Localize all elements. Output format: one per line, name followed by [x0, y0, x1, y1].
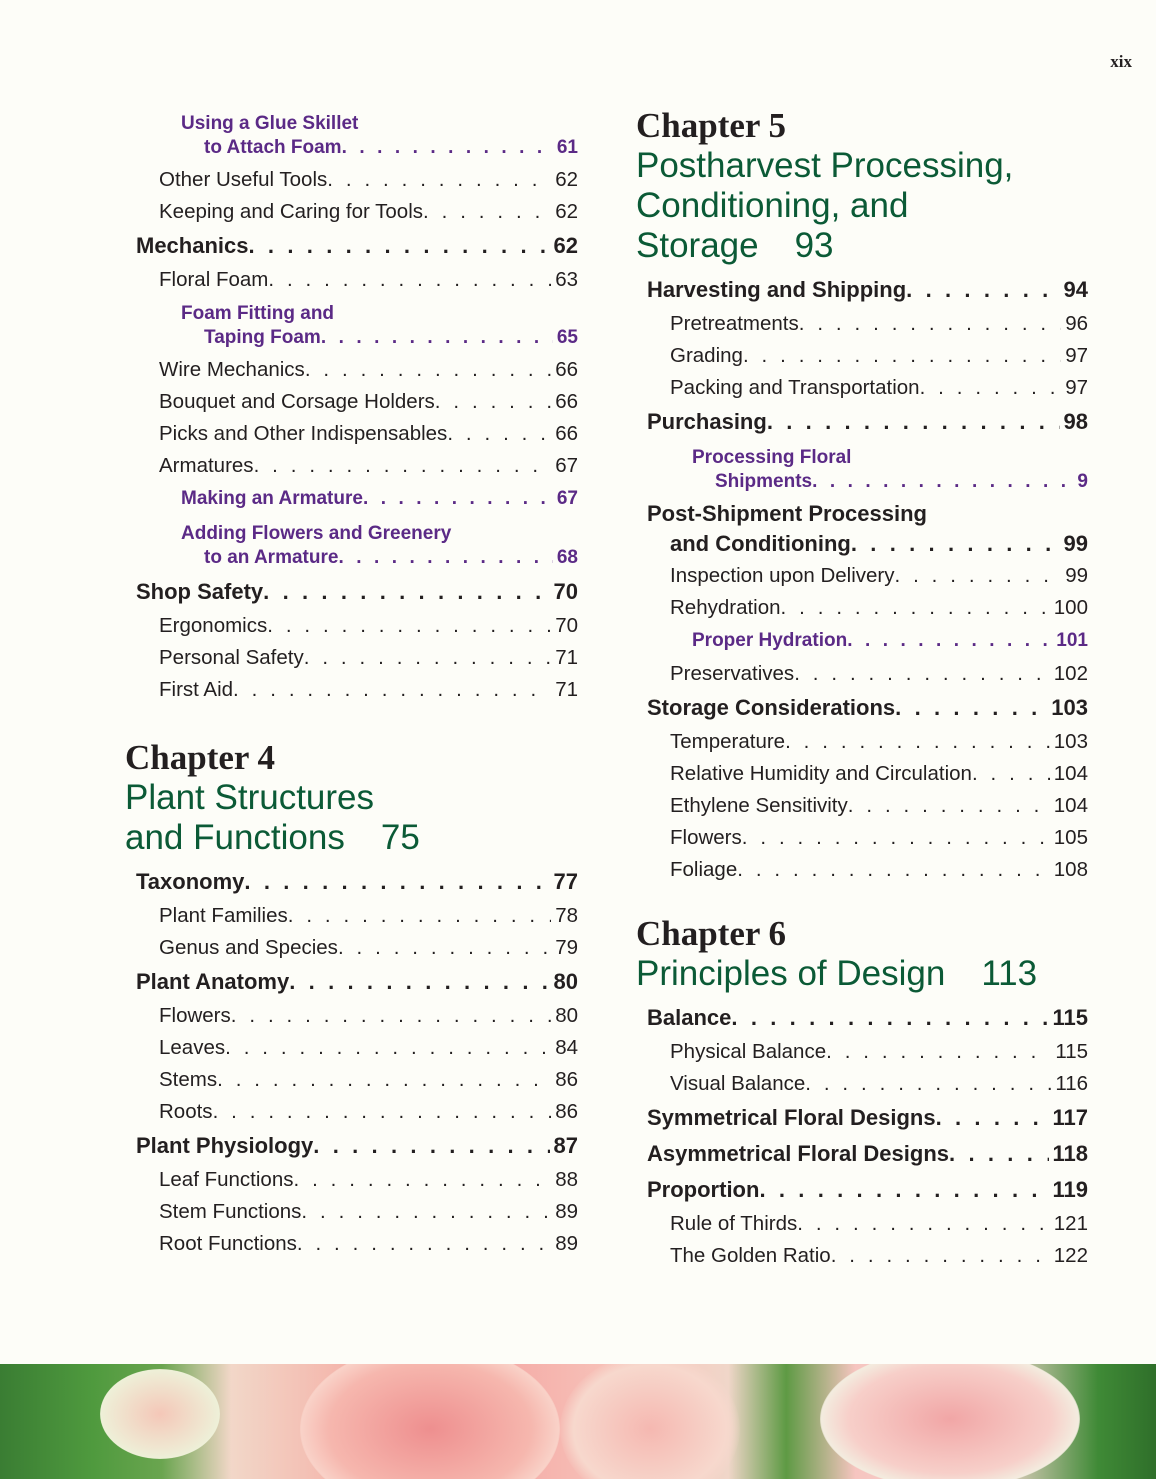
entry-page: 119 — [1052, 1177, 1088, 1202]
chapter-6-entries — [636, 1000, 1088, 1272]
entry-page: 71 — [555, 646, 578, 669]
chapter-4-entries — [125, 864, 578, 1260]
entry-label: and Conditioning — [670, 531, 851, 556]
entry-label: Leaf Functions — [159, 1168, 294, 1191]
entry-page: 116 — [1055, 1072, 1088, 1095]
entry-label: Visual Balance — [670, 1072, 806, 1095]
entry-page: 71 — [555, 678, 578, 701]
entry-page: 87 — [553, 1133, 578, 1158]
entry-label: Asymmetrical Floral Designs — [647, 1141, 950, 1166]
toc-subsection[interactable] — [125, 418, 578, 450]
entry-page: 89 — [555, 1200, 578, 1223]
entry-label: The Golden Ratio — [670, 1244, 831, 1267]
toc-section[interactable] — [636, 404, 1088, 440]
entry-label: Inspection upon Delivery — [670, 564, 895, 587]
dot-leader — [949, 1136, 1048, 1172]
toc-subsection[interactable] — [636, 1036, 1088, 1068]
toc-subsection[interactable] — [125, 610, 578, 642]
dot-leader — [906, 272, 1059, 308]
dot-leader — [895, 560, 1062, 592]
dot-leader — [797, 1208, 1050, 1240]
toc-entry-row[interactable] — [181, 136, 578, 160]
toc-entry-row[interactable] — [181, 546, 578, 570]
entry-label: Symmetrical Floral Designs — [647, 1105, 936, 1130]
entry-label: Rehydration — [670, 596, 781, 619]
dot-leader — [972, 758, 1050, 790]
entry-page: 9 — [1077, 471, 1088, 492]
page-number: xix — [1110, 52, 1132, 71]
toc-subsection[interactable] — [636, 372, 1088, 404]
toc-subsection[interactable] — [636, 658, 1088, 690]
dot-leader — [743, 340, 1061, 372]
toc-feature-entry[interactable] — [125, 516, 578, 574]
dot-leader — [289, 964, 549, 1000]
dot-leader — [313, 1128, 549, 1164]
entry-label: Stem Functions — [159, 1200, 302, 1223]
toc-subsection[interactable] — [125, 642, 578, 674]
chapter-5-entries — [636, 272, 1088, 886]
dot-leader — [848, 790, 1050, 822]
entry-label-line1: Using a Glue Skillet — [181, 113, 359, 134]
entry-label: Other Useful Tools — [159, 168, 328, 191]
toc-subsection[interactable] — [125, 674, 578, 706]
entry-page: 61 — [556, 137, 578, 158]
toc-subsection[interactable] — [125, 1164, 578, 1196]
entry-page: 77 — [553, 869, 578, 894]
dot-leader — [244, 864, 549, 900]
entry-label: Shop Safety — [136, 579, 264, 604]
dot-leader — [737, 854, 1050, 886]
entry-page: 115 — [1052, 1005, 1088, 1030]
toc-subsection[interactable] — [125, 1096, 578, 1128]
toc-subsection[interactable] — [125, 1000, 578, 1032]
dot-leader — [851, 528, 1060, 560]
chapter-title[interactable]: Plant Structures and Functions 75 — [125, 778, 420, 857]
entry-label: Plant Anatomy — [136, 969, 290, 994]
dot-leader — [342, 136, 553, 160]
toc-subsection[interactable] — [636, 1208, 1088, 1240]
entry-label: Genus and Species — [159, 936, 338, 959]
dot-leader — [288, 900, 551, 932]
entry-page: 100 — [1053, 596, 1088, 619]
dot-leader — [895, 690, 1047, 726]
entry-label: Proper Hydration — [692, 630, 848, 651]
entry-label: Bouquet and Corsage Holders — [159, 390, 435, 413]
toc-subsection[interactable] — [125, 450, 578, 482]
entry-page: 115 — [1055, 1040, 1088, 1063]
entry-page: 84 — [555, 1036, 578, 1059]
dot-leader — [321, 326, 553, 350]
entry-page: 117 — [1052, 1105, 1088, 1130]
entry-label: Plant Physiology — [136, 1133, 314, 1158]
toc-subsection[interactable] — [125, 1032, 578, 1064]
toc-subsection[interactable] — [636, 854, 1088, 886]
entry-label: Shipments — [715, 471, 813, 492]
toc-section[interactable] — [636, 1172, 1088, 1208]
dot-leader — [363, 482, 553, 516]
entry-page: 66 — [555, 358, 578, 381]
entry-page: 70 — [553, 579, 578, 604]
toc-left-column — [125, 106, 578, 1260]
toc-subsection[interactable] — [125, 264, 578, 296]
entry-label: Temperature — [670, 730, 786, 753]
dot-leader — [263, 574, 549, 610]
entry-label: Stems — [159, 1068, 218, 1091]
dot-leader — [847, 624, 1052, 658]
dot-leader — [767, 404, 1060, 440]
dot-leader — [327, 164, 551, 196]
chapter-page: 113 — [981, 954, 1038, 993]
dot-leader — [225, 1032, 551, 1064]
entry-page: 62 — [555, 200, 578, 223]
entry-page: 101 — [1056, 630, 1088, 651]
entry-page: 105 — [1053, 826, 1088, 849]
toc-subsection[interactable] — [636, 592, 1088, 624]
entry-label-line1: Post-Shipment Processing — [647, 501, 927, 526]
dot-leader — [305, 354, 551, 386]
entry-page: 86 — [555, 1068, 578, 1091]
toc-subsection[interactable] — [125, 932, 578, 964]
entry-label-line1: Foam Fitting and — [181, 303, 335, 324]
toc-subsection[interactable] — [636, 822, 1088, 854]
dot-leader — [781, 592, 1050, 624]
entry-label: Picks and Other Indispensables — [159, 422, 448, 445]
entry-label: Storage Considerations — [647, 695, 896, 720]
dot-leader — [731, 1000, 1048, 1036]
toc-entry-row[interactable] — [181, 326, 578, 350]
entry-label: Mechanics — [136, 233, 249, 258]
entry-label: Taxonomy — [136, 869, 245, 894]
dot-leader — [799, 308, 1061, 340]
entry-page: 62 — [553, 233, 578, 258]
dot-leader — [217, 1064, 551, 1096]
dot-leader — [447, 418, 551, 450]
toc-entry-row[interactable] — [692, 470, 1088, 494]
toc-section[interactable] — [125, 864, 578, 900]
toc-subsection[interactable] — [125, 386, 578, 418]
dot-leader — [831, 1240, 1050, 1272]
toc-subsection[interactable] — [636, 1240, 1088, 1272]
entry-page: 80 — [553, 969, 578, 994]
dot-leader — [233, 674, 551, 706]
toc-section[interactable] — [636, 498, 1088, 560]
dot-leader — [304, 642, 551, 674]
entry-label: Ergonomics — [159, 614, 268, 637]
dot-leader — [759, 1172, 1048, 1208]
entry-label: to an Armature — [204, 547, 339, 568]
toc-section[interactable] — [636, 272, 1088, 308]
toc-feature-entry[interactable] — [636, 624, 1088, 658]
dot-leader — [338, 932, 551, 964]
entry-page: 62 — [555, 168, 578, 191]
chapter-label: Chapter 4 — [125, 738, 276, 777]
entry-label: Preservatives — [670, 662, 795, 685]
toc-section[interactable] — [125, 228, 578, 264]
entry-page: 67 — [556, 488, 578, 509]
entry-page: 70 — [555, 614, 578, 637]
entry-page: 67 — [555, 454, 578, 477]
entry-page: 103 — [1053, 730, 1088, 753]
toc-subsection[interactable] — [636, 726, 1088, 758]
entry-label: Wire Mechanics — [159, 358, 305, 381]
chapter-title[interactable]: Principles of Design 113 — [636, 954, 1038, 993]
entry-label: Flowers — [670, 826, 742, 849]
dot-leader — [293, 1164, 551, 1196]
chapter-page: 75 — [380, 818, 420, 857]
dot-leader — [267, 610, 551, 642]
toc-section[interactable] — [125, 964, 578, 1000]
entry-page: 104 — [1053, 794, 1088, 817]
toc-subsection[interactable] — [125, 1228, 578, 1260]
dot-leader — [826, 1036, 1051, 1068]
toc-subsection[interactable] — [125, 900, 578, 932]
entry-page: 102 — [1053, 662, 1088, 685]
dot-leader — [936, 1100, 1049, 1136]
toc-subsection[interactable] — [636, 790, 1088, 822]
toc-feature-entry[interactable] — [125, 296, 578, 354]
toc-subsection[interactable] — [125, 164, 578, 196]
entry-label: Flowers — [159, 1004, 231, 1027]
dot-leader — [231, 1000, 551, 1032]
chapter-4-heading — [125, 738, 578, 858]
entry-page: 97 — [1065, 376, 1088, 399]
entry-label: Leaves — [159, 1036, 226, 1059]
chapter-6-heading — [636, 914, 1088, 994]
entry-page: 66 — [555, 422, 578, 445]
toc-feature-entry[interactable] — [125, 106, 578, 164]
dot-leader — [794, 658, 1050, 690]
entry-label: Balance — [647, 1005, 732, 1030]
toc-subsection[interactable] — [636, 1068, 1088, 1100]
entry-label: Taping Foam — [204, 327, 321, 348]
dot-leader — [213, 1096, 552, 1128]
toc-section[interactable] — [636, 1000, 1088, 1036]
entry-label: Purchasing — [647, 409, 767, 434]
entry-label: Making an Armature — [181, 488, 363, 509]
toc-section[interactable] — [125, 574, 578, 610]
toc-subsection[interactable] — [636, 340, 1088, 372]
toc-right-column — [636, 106, 1088, 1272]
toc-section[interactable] — [636, 1100, 1088, 1136]
entry-label-line1: Adding Flowers and Greenery — [181, 523, 452, 544]
entry-page: 79 — [555, 936, 578, 959]
dot-leader — [435, 386, 551, 418]
entry-label: Foliage — [670, 858, 738, 881]
entry-page: 89 — [555, 1232, 578, 1255]
dot-leader — [338, 546, 552, 570]
entry-label: Keeping and Caring for Tools — [159, 200, 424, 223]
chapter-label: Chapter 6 — [636, 914, 787, 953]
toc-subsection[interactable] — [636, 560, 1088, 592]
entry-label: Relative Humidity and Circulation — [670, 762, 972, 785]
toc-subsection[interactable] — [125, 196, 578, 228]
entry-label: Armatures — [159, 454, 254, 477]
dot-leader — [301, 1196, 551, 1228]
entry-label: Harvesting and Shipping — [647, 277, 907, 302]
dot-leader — [742, 822, 1050, 854]
entry-label: Plant Families — [159, 904, 288, 927]
entry-page: 66 — [555, 390, 578, 413]
entry-page: 63 — [555, 268, 578, 291]
entry-page: 80 — [555, 1004, 578, 1027]
entry-page: 104 — [1053, 762, 1088, 785]
chapter-5-heading — [636, 106, 1088, 266]
entry-page: 108 — [1053, 858, 1088, 881]
entry-label-line1: Processing Floral — [692, 447, 852, 468]
entry-label: Packing and Transportation — [670, 376, 920, 399]
toc-continued-entries — [125, 106, 578, 706]
toc-section[interactable] — [125, 1128, 578, 1164]
toc-subsection[interactable] — [125, 1196, 578, 1228]
chapter-label: Chapter 5 — [636, 106, 787, 145]
toc-section[interactable] — [636, 690, 1088, 726]
entry-label: Ethylene Sensitivity — [670, 794, 848, 817]
entry-label: Pretreatments — [670, 312, 799, 335]
entry-label: Roots — [159, 1100, 213, 1123]
toc-section[interactable] — [636, 1136, 1088, 1172]
toc-subsection[interactable] — [636, 308, 1088, 340]
entry-page: 78 — [555, 904, 578, 927]
entry-page: 122 — [1053, 1244, 1088, 1267]
entry-label: Proportion — [647, 1177, 760, 1202]
toc-subsection[interactable] — [125, 354, 578, 386]
flower-photo-banner — [0, 1364, 1156, 1479]
entry-page: 65 — [556, 327, 578, 348]
entry-page: 86 — [555, 1100, 578, 1123]
entry-label: Rule of Thirds — [670, 1212, 798, 1235]
entry-page: 88 — [555, 1168, 578, 1191]
entry-page: 94 — [1063, 277, 1088, 302]
dot-leader — [805, 1068, 1051, 1100]
toc-subsection[interactable] — [636, 758, 1088, 790]
entry-page: 118 — [1052, 1141, 1088, 1166]
entry-label: Root Functions — [159, 1232, 297, 1255]
dot-leader — [254, 450, 552, 482]
entry-page: 96 — [1065, 312, 1088, 335]
toc-feature-entry[interactable] — [125, 482, 578, 516]
entry-label: to Attach Foam — [204, 137, 342, 158]
chapter-title[interactable]: Postharvest Processing, Conditioning, and Storage 93 — [636, 146, 1014, 265]
toc-subsection[interactable] — [125, 1064, 578, 1096]
dot-leader — [920, 372, 1062, 404]
entry-page: 98 — [1063, 409, 1088, 434]
dot-leader — [812, 470, 1073, 494]
chapter-page: 93 — [794, 226, 834, 265]
dot-leader — [785, 726, 1050, 758]
entry-label: Physical Balance — [670, 1040, 827, 1063]
dot-leader — [249, 228, 550, 264]
toc-entry-row[interactable] — [636, 528, 1088, 560]
toc-feature-entry[interactable] — [636, 440, 1088, 498]
dot-leader — [297, 1228, 551, 1260]
entry-page: 103 — [1051, 695, 1088, 720]
dot-leader — [423, 196, 551, 228]
entry-label: First Aid — [159, 678, 234, 701]
entry-page: 121 — [1053, 1212, 1088, 1235]
entry-label: Personal Safety — [159, 646, 304, 669]
entry-label: Floral Foam — [159, 268, 269, 291]
entry-page: 97 — [1065, 344, 1088, 367]
entry-page: 68 — [556, 547, 578, 568]
entry-label: Grading — [670, 344, 743, 367]
entry-page: 99 — [1065, 564, 1088, 587]
dot-leader — [268, 264, 551, 296]
entry-page: 99 — [1063, 531, 1088, 556]
